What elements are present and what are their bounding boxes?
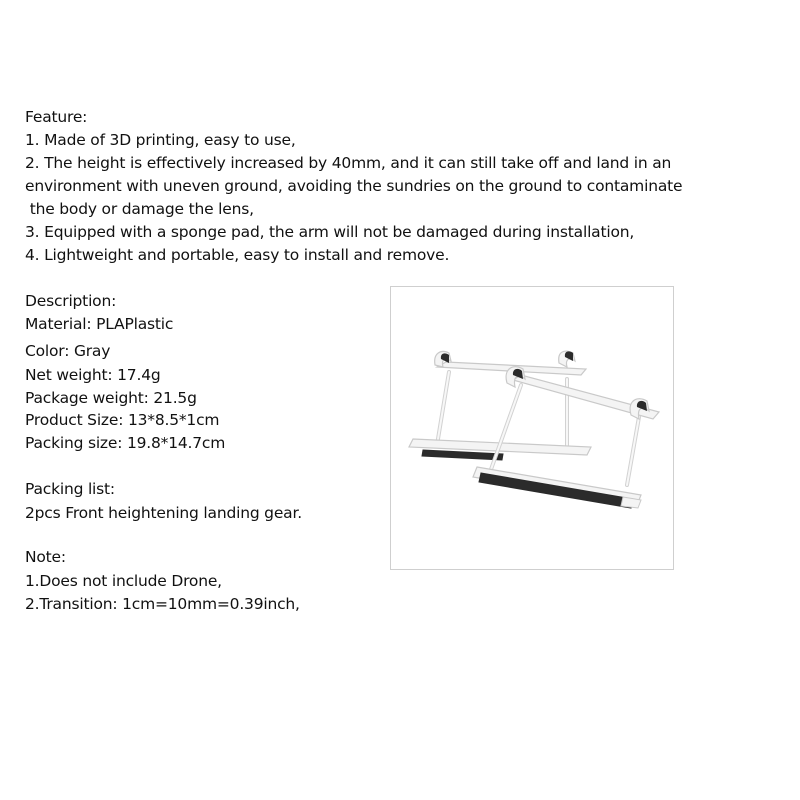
feature-line-1: 1. Made of 3D printing, easy to use, [25, 131, 296, 149]
note-line-2: 2.Transition: 1cm=10mm=0.39inch, [25, 595, 300, 613]
note-line-1: 1.Does not include Drone, [25, 572, 222, 590]
product-size-line: Product Size: 13*8.5*1cm [25, 411, 220, 429]
color-line: Color: Gray [25, 342, 111, 360]
description-heading: Description: [25, 292, 117, 310]
package-weight-line: Package weight: 21.5g [25, 389, 197, 407]
packing-heading: Packing list: [25, 480, 115, 498]
packing-line: 2pcs Front heightening landing gear. [25, 504, 302, 522]
feature-line-3: environment with uneven ground, avoiding the sundries on the ground to contaminate [25, 177, 683, 195]
landing-gear-illustration [391, 287, 673, 569]
packing-size-line: Packing size: 19.8*14.7cm [25, 434, 226, 452]
feature-line-6: 4. Lightweight and portable, easy to install and remove. [25, 246, 450, 264]
material-line: Material: PLAPlastic [25, 315, 174, 333]
product-photo [390, 286, 674, 570]
feature-line-5: 3. Equipped with a sponge pad, the arm will not be damaged during installation, [25, 223, 635, 241]
feature-line-4: the body or damage the lens, [25, 200, 254, 218]
note-heading: Note: [25, 548, 66, 566]
feature-heading: Feature: [25, 108, 88, 126]
net-weight-line: Net weight: 17.4g [25, 366, 161, 384]
feature-line-2: 2. The height is effectively increased by 40mm, and it can still take off and land in an [25, 154, 672, 172]
